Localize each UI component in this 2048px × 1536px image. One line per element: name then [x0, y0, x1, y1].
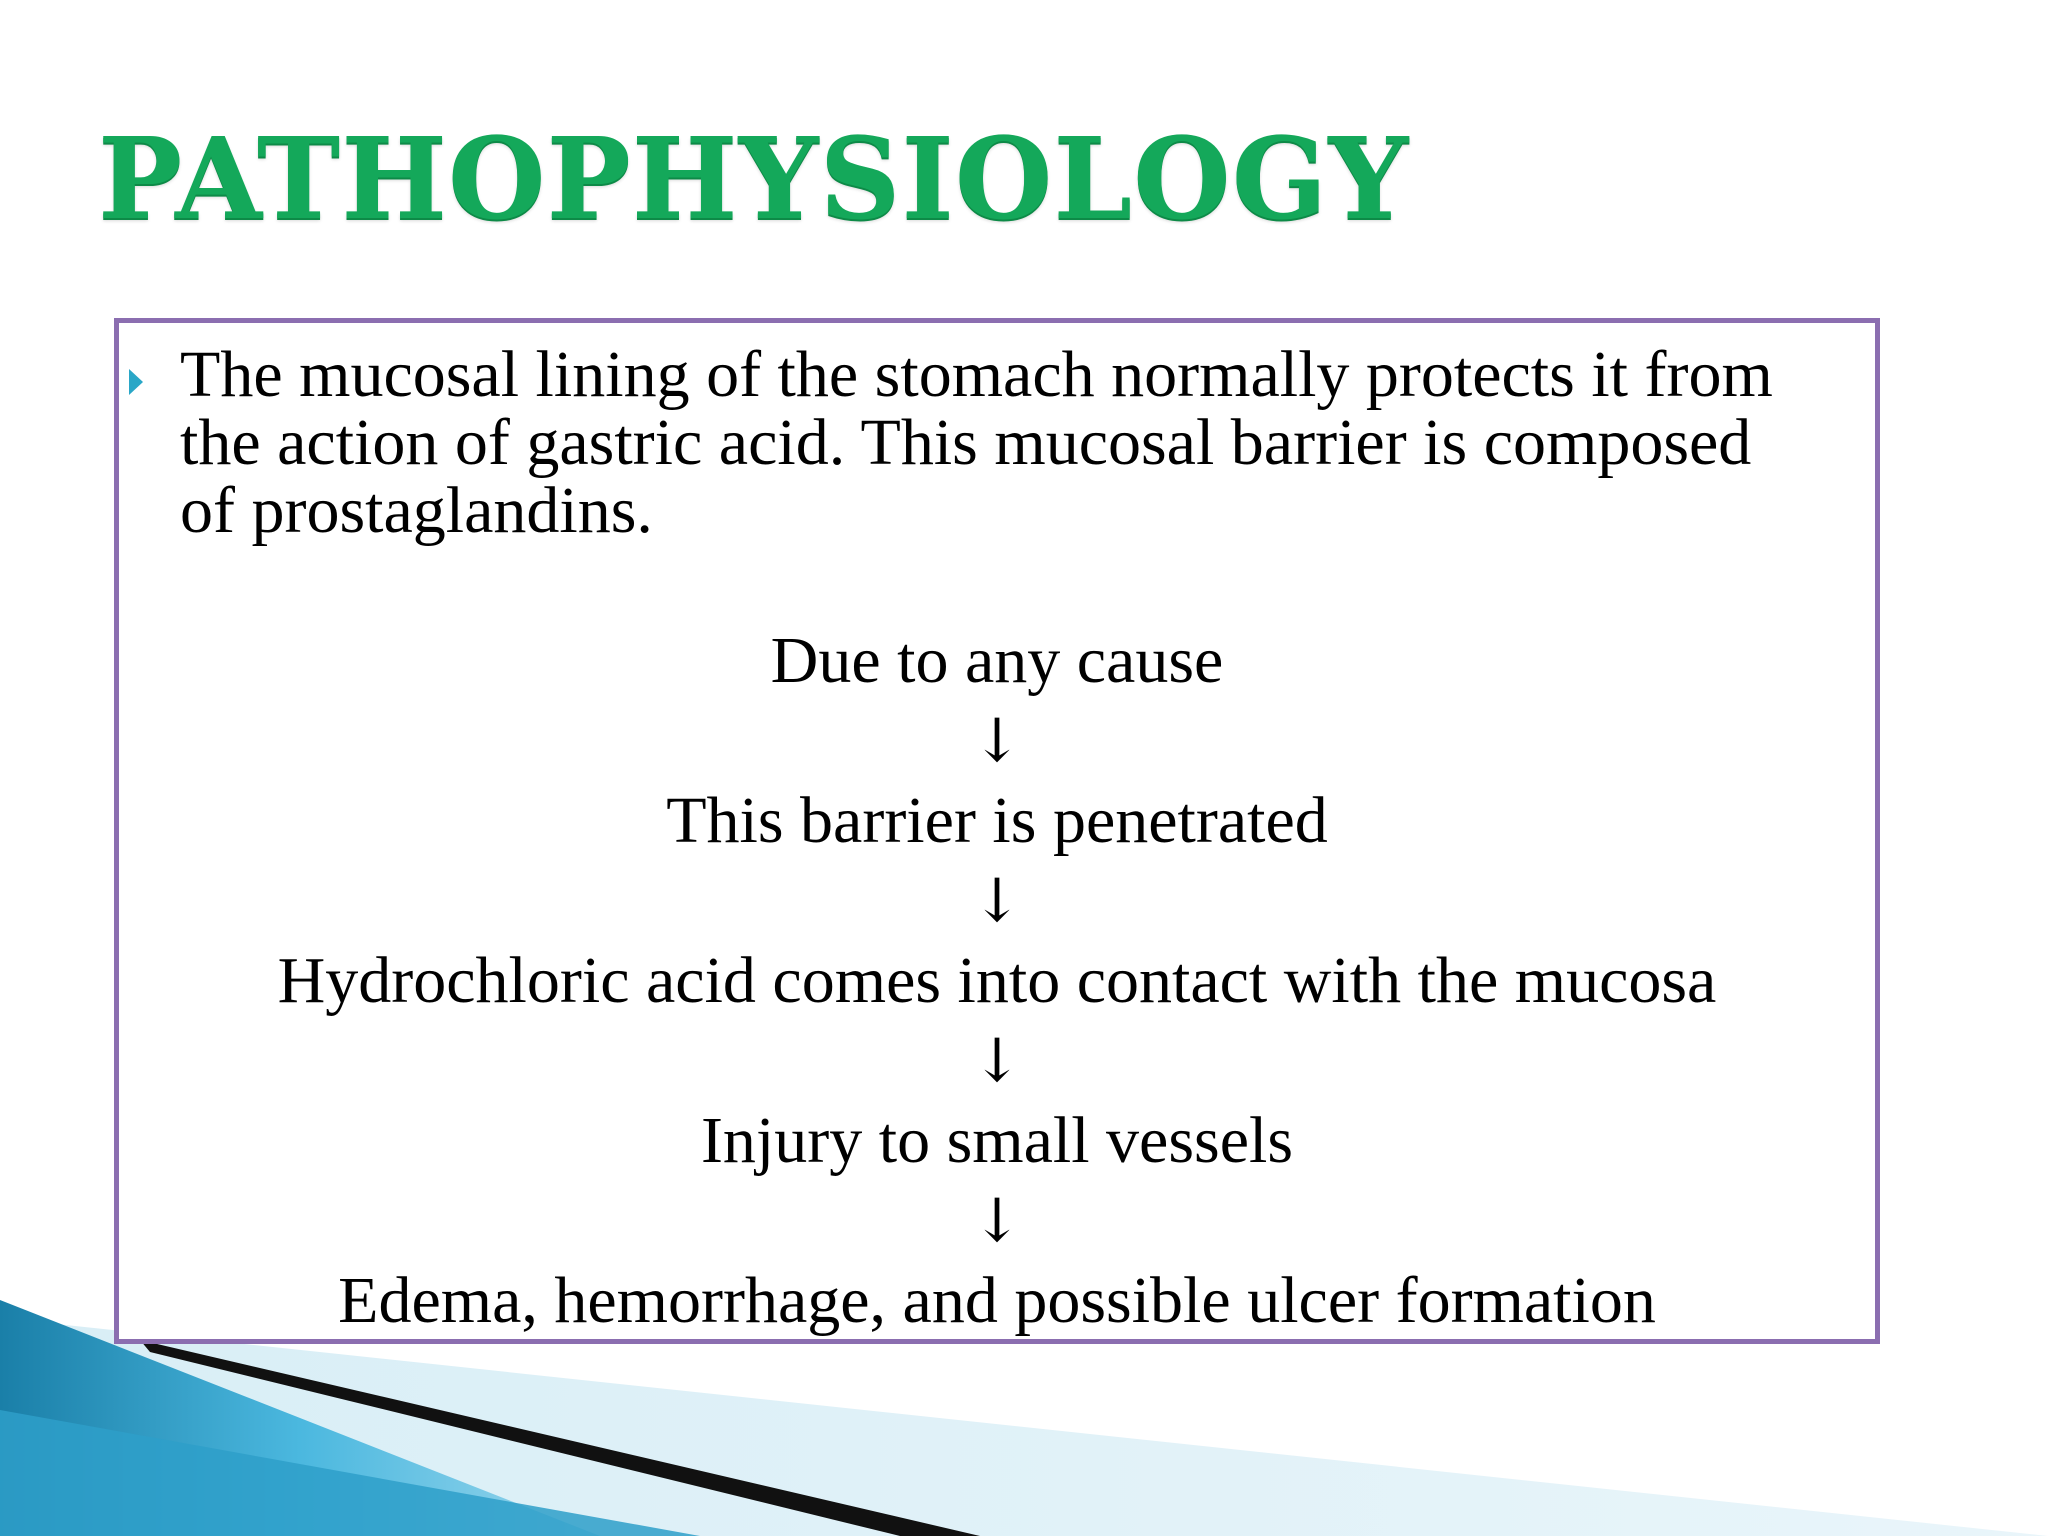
pathophysiology-flow [119, 621, 1875, 1341]
flow-step-3: Hydrochloric acid comes into contact with the mucosa [277, 944, 1717, 1017]
down-arrow-icon: ↓ [971, 866, 1023, 936]
down-arrow-icon: ↓ [971, 706, 1023, 776]
content-box [114, 318, 1880, 1344]
bullet-text: The mucosal lining of the stomach normally protects it from the action of gastric acid. This mucosal barrier is composed of prostaglandins. [180, 338, 1773, 547]
slide-title: PATHOPHYSIOLOGY [98, 114, 1410, 245]
down-arrow-icon: ↓ [971, 1186, 1023, 1256]
triangle-bullet-icon [129, 369, 143, 395]
flow-step-4: Injury to small vessels [700, 1104, 1294, 1177]
down-arrow-icon: ↓ [971, 1026, 1023, 1096]
flow-step-5: Edema, hemorrhage, and possible ulcer formation [338, 1264, 1656, 1337]
flow-step-1: Due to any cause [770, 624, 1224, 697]
flow-step-2: This barrier is penetrated [666, 784, 1328, 857]
